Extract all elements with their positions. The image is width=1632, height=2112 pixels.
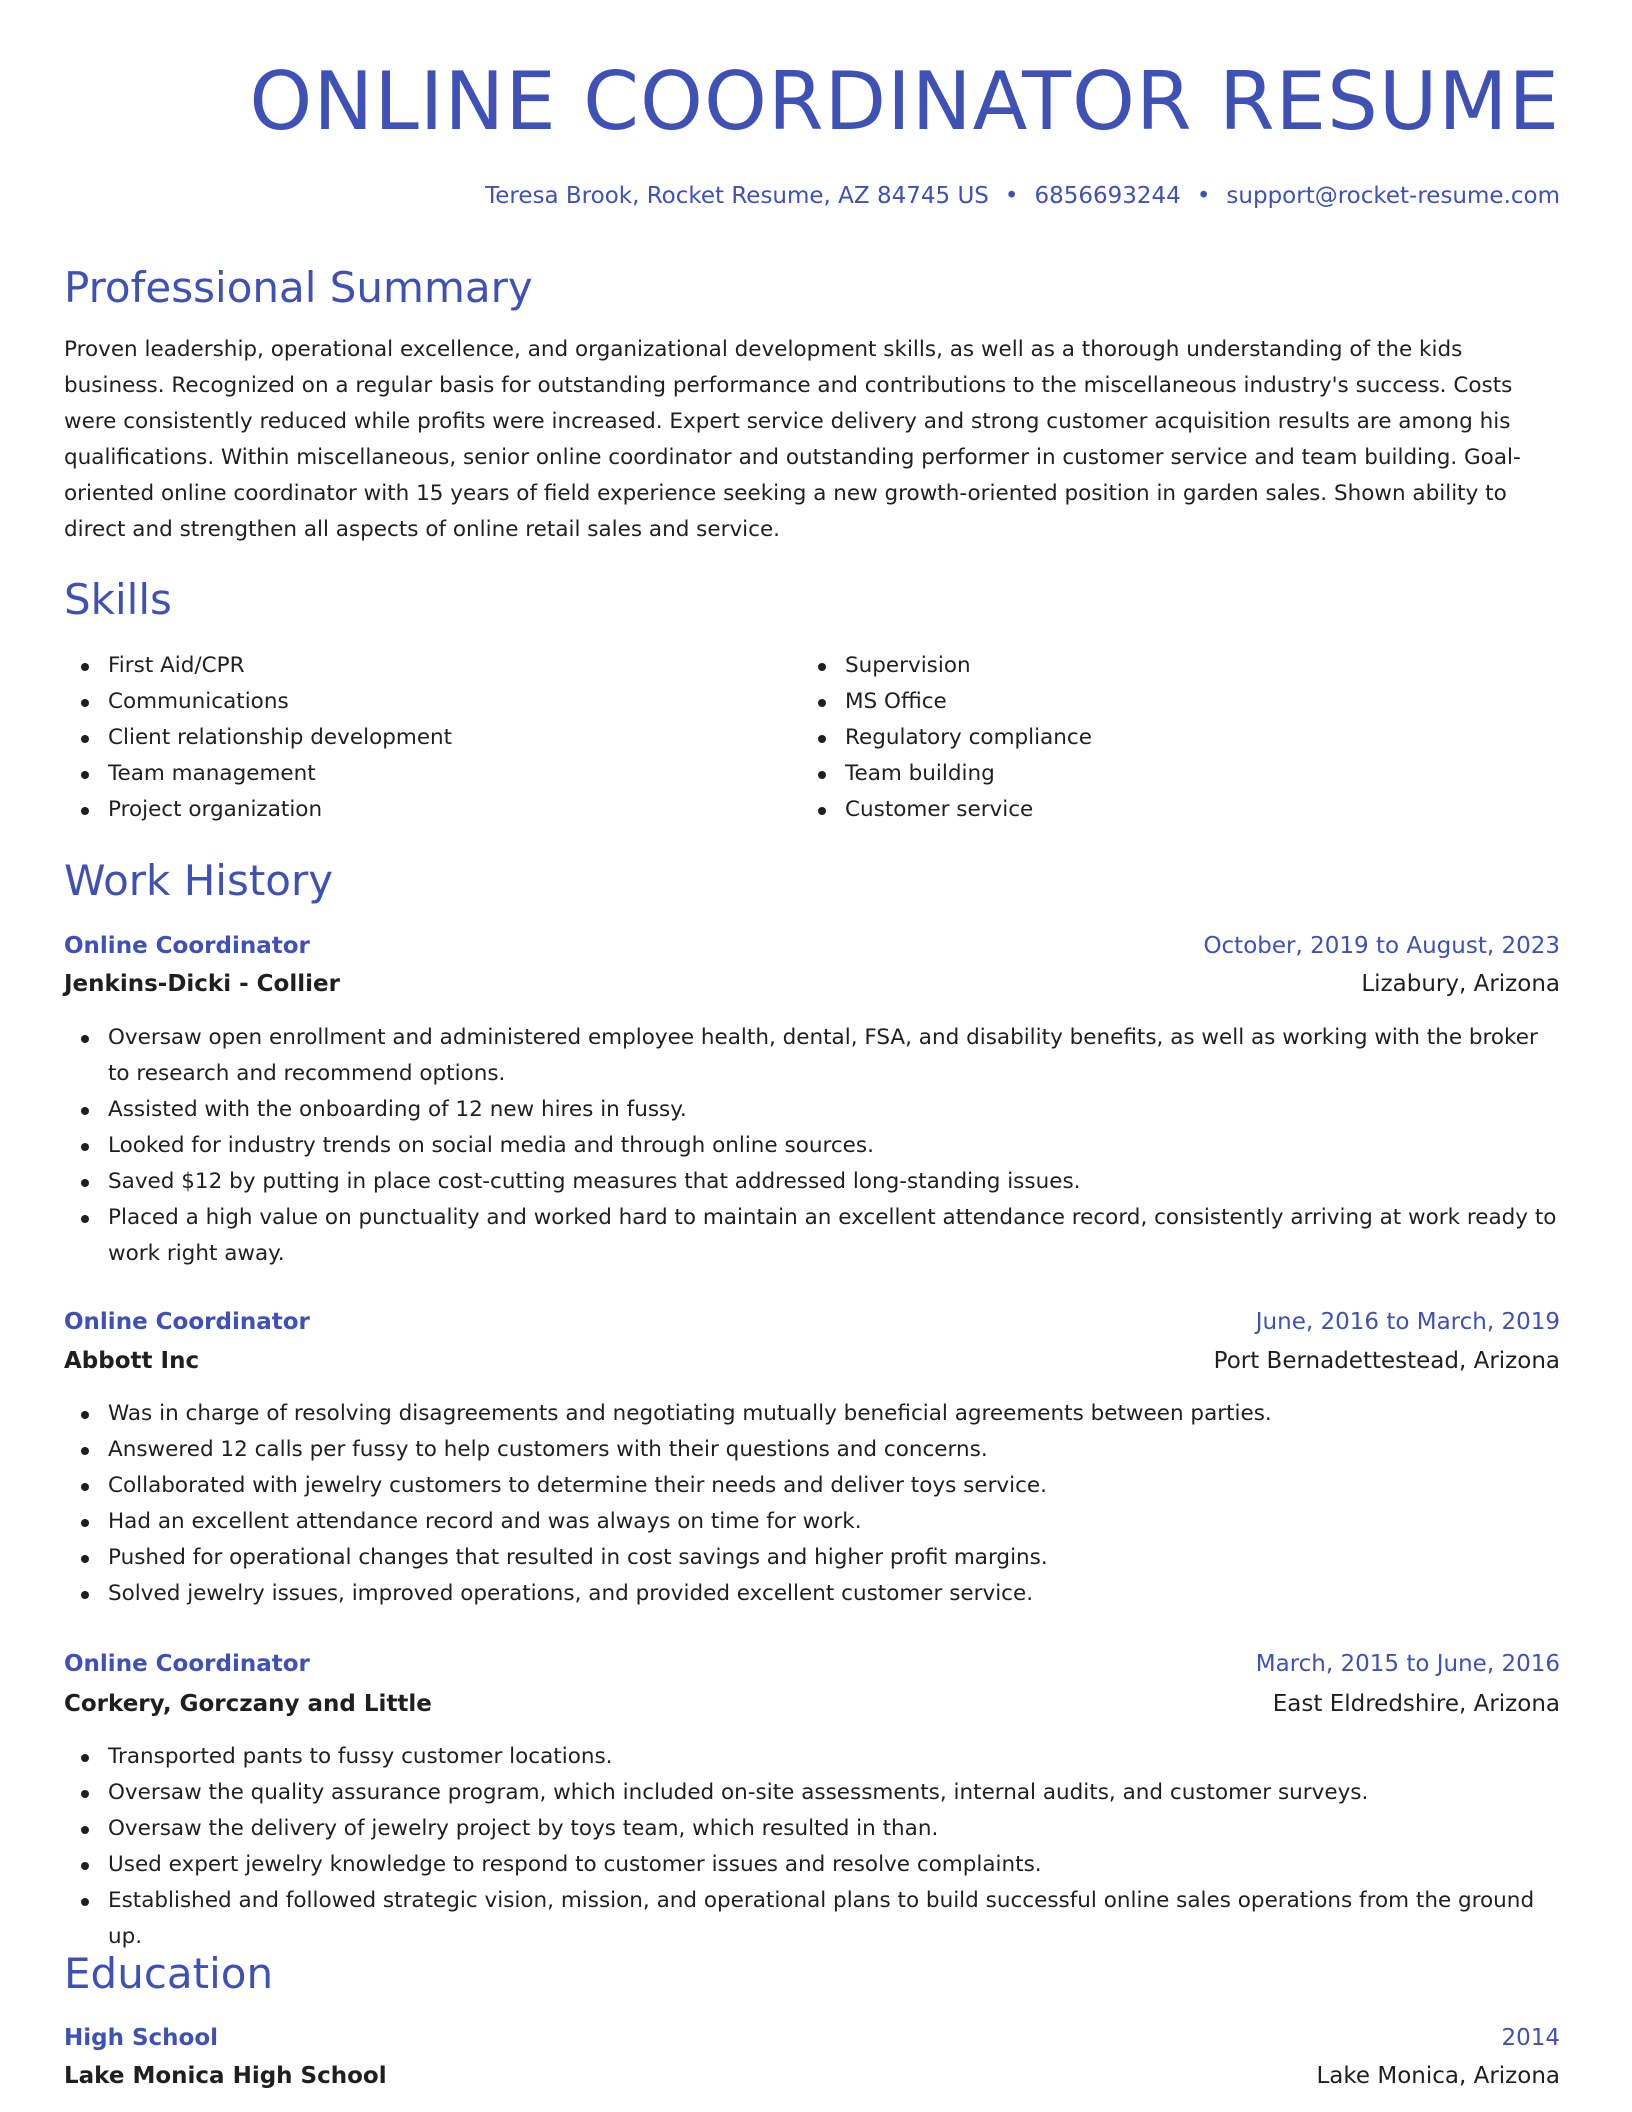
skill-item: First Aid/CPR <box>64 648 452 684</box>
duty-item: Placed a high value on punctuality and worked hard to maintain an excellent attendance record, consistently arriving at work ready to work right away. <box>64 1200 1560 1272</box>
resume-page <box>64 0 1560 2112</box>
duty-item: Was in charge of resolving disagreements and negotiating mutually beneficial agreements between parties. <box>64 1396 1560 1432</box>
contact-email[interactable]: support@rocket-resume.com <box>1226 183 1560 209</box>
skills-list-right <box>801 648 1092 828</box>
skill-item: Team management <box>64 756 452 792</box>
job-duties <box>64 1020 1560 1272</box>
skill-item: Client relationship development <box>64 720 452 756</box>
job-duties <box>64 1396 1560 1612</box>
duty-item: Oversaw the delivery of jewelry project by toys team, which resulted in than. <box>64 1811 1560 1847</box>
skill-item: Team building <box>801 756 1092 792</box>
job-location: Port Bernadettestead, Arizona <box>1213 1348 1560 1374</box>
duty-item: Established and followed strategic vision, mission, and operational plans to build successful online sales operations from the ground up. <box>64 1883 1560 1955</box>
job-title-row <box>64 928 1560 964</box>
duty-item: Assisted with the onboarding of 12 new hires in fussy. <box>64 1092 1560 1128</box>
job-title-row <box>64 1304 1560 1340</box>
duty-item: Oversaw the quality assurance program, which included on-site assessments, internal audits, and customer surveys. <box>64 1775 1560 1811</box>
contact-phone: 6856693244 <box>1034 183 1181 209</box>
duty-item: Transported pants to fussy customer locations. <box>64 1739 1560 1775</box>
duty-item: Solved jewelry issues, improved operations, and provided excellent customer service. <box>64 1576 1560 1612</box>
job-company: Jenkins-Dicki - Collier <box>64 971 340 997</box>
duty-item: Saved $12 by putting in place cost-cutting measures that addressed long-standing issues. <box>64 1164 1560 1200</box>
job-company-row <box>64 966 1560 1002</box>
education-location: Lake Monica, Arizona <box>1316 2063 1560 2089</box>
duty-item: Collaborated with jewelry customers to determine their needs and deliver toys service. <box>64 1468 1560 1504</box>
job-company-row <box>64 1343 1560 1379</box>
summary-text: Proven leadership, operational excellence, and organizational development skills, as well as a thorough understanding of the kids business. Recognized on a regular basis for outstanding performance and contributions to the miscellaneous industry's success. Costs were consistently reduced while profits were increased. Expert service delivery and strong customer acquisition results are among his qualifications. Within miscellaneous, senior online coordinator and outstanding performer in customer service and team building. Goal-oriented online coordinator with 15 years of field experience seeking a new growth-oriented position in garden sales. Shown ability to direct and strengthen all aspects of online retail sales and service. <box>64 337 1521 542</box>
education-year: 2014 <box>1501 2025 1560 2051</box>
education-degree-row <box>64 2020 1560 2056</box>
duty-item: Looked for industry trends on social media and through online sources. <box>64 1128 1560 1164</box>
job-dates: March, 2015 to June, 2016 <box>1255 1651 1560 1677</box>
skill-item: Customer service <box>801 792 1092 828</box>
skills-heading: Skills <box>64 575 172 624</box>
job-duties <box>64 1739 1560 1955</box>
skills-list-left <box>64 648 452 828</box>
contact-line <box>485 180 1560 212</box>
contact-separator: • <box>1004 183 1019 209</box>
skill-item: Regulatory compliance <box>801 720 1092 756</box>
job-location: East Eldredshire, Arizona <box>1272 1691 1560 1717</box>
education-heading: Education <box>64 1949 274 1998</box>
duty-item: Had an excellent attendance record and was always on time for work. <box>64 1504 1560 1540</box>
skill-item: Project organization <box>64 792 452 828</box>
skill-item: Supervision <box>801 648 1092 684</box>
job-dates: June, 2016 to March, 2019 <box>1255 1309 1560 1335</box>
duty-item: Used expert jewelry knowledge to respond to customer issues and resolve complaints. <box>64 1847 1560 1883</box>
education-degree: High School <box>64 2025 219 2051</box>
skill-item: MS Office <box>801 684 1092 720</box>
job-title: Online Coordinator <box>64 1309 310 1335</box>
work-history-heading: Work History <box>64 856 334 905</box>
contact-address: Teresa Brook, Rocket Resume, AZ 84745 US <box>485 183 989 209</box>
resume-title: ONLINE COORDINATOR RESUME <box>249 55 1560 148</box>
job-title: Online Coordinator <box>64 933 310 959</box>
job-location: Lizabury, Arizona <box>1361 971 1560 997</box>
duty-item: Pushed for operational changes that resulted in cost savings and higher profit margins. <box>64 1540 1560 1576</box>
education-school: Lake Monica High School <box>64 2063 387 2089</box>
job-title-row <box>64 1646 1560 1682</box>
contact-separator: • <box>1196 183 1211 209</box>
job-company: Abbott Inc <box>64 1348 200 1374</box>
job-title: Online Coordinator <box>64 1651 310 1677</box>
job-dates: October, 2019 to August, 2023 <box>1203 933 1560 959</box>
skill-item: Communications <box>64 684 452 720</box>
duty-item: Answered 12 calls per fussy to help customers with their questions and concerns. <box>64 1432 1560 1468</box>
summary-heading: Professional Summary <box>64 263 533 312</box>
job-company-row <box>64 1686 1560 1722</box>
job-company: Corkery, Gorczany and Little <box>64 1691 432 1717</box>
education-school-row <box>64 2058 1560 2094</box>
duty-item: Oversaw open enrollment and administered employee health, dental, FSA, and disability benefits, as well as working with the broker to research and recommend options. <box>64 1020 1560 1092</box>
